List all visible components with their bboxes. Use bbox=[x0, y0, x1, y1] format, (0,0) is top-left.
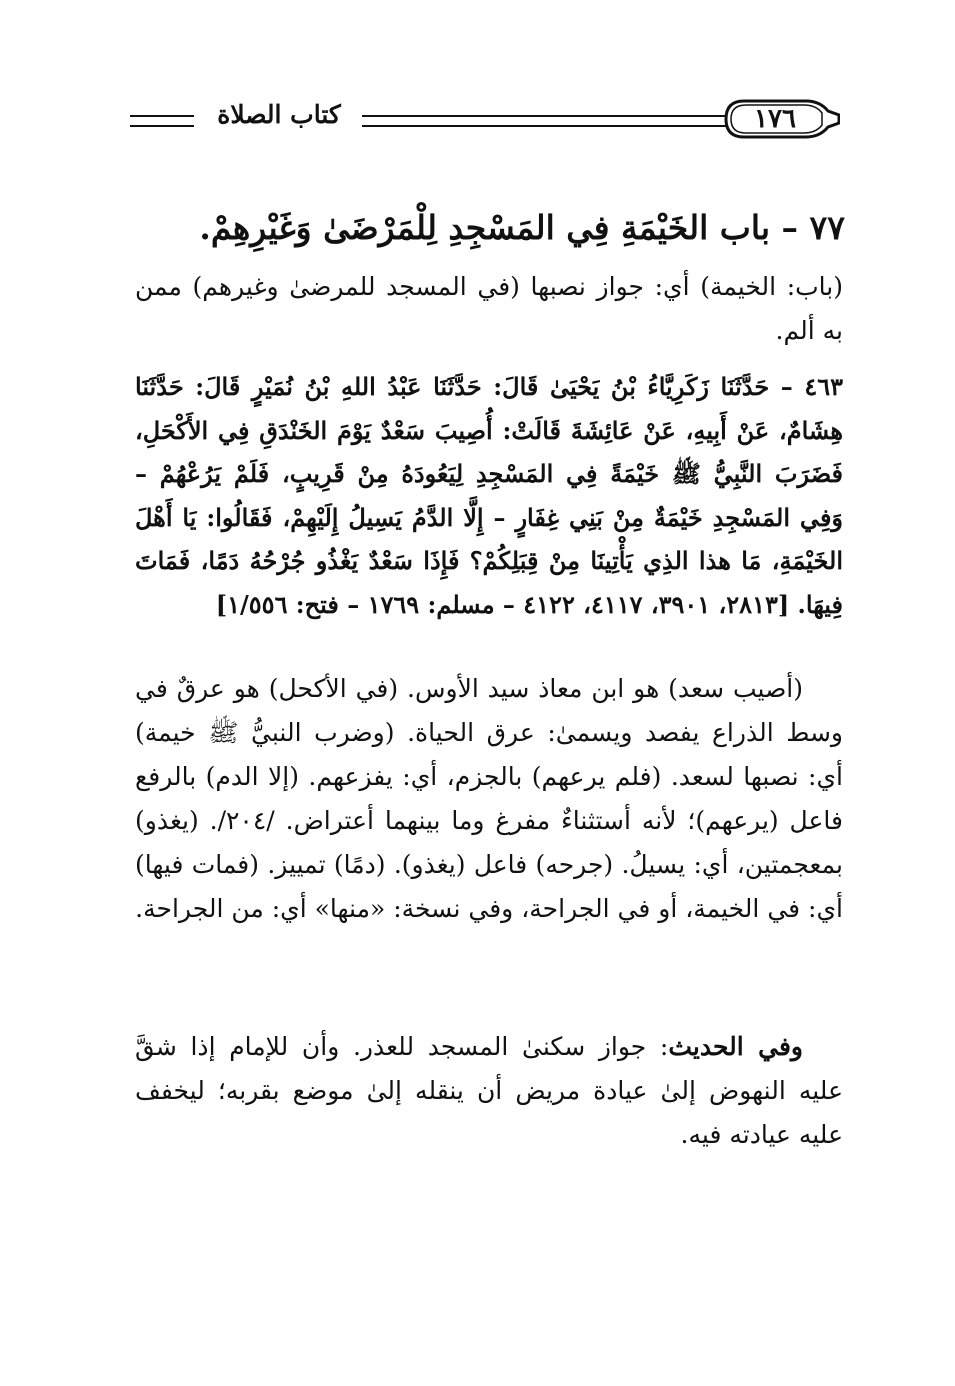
benefit-text: : جواز سكنىٰ المسجد للعذر. وأن للإمام إذا شقَّ عليه النهوض إلىٰ عيادة مريض أن ينقله إلىٰ موضع بقربه؛ ليخفف عليه عيادته فيه. bbox=[135, 1032, 843, 1149]
running-title: كتاب الصلاة bbox=[217, 100, 341, 129]
page-number-frame bbox=[722, 98, 840, 140]
header-rule-left bbox=[130, 115, 194, 127]
benefit-paragraph bbox=[135, 1025, 843, 1157]
benefit-label: وفي الحديث bbox=[668, 1032, 803, 1061]
explanation-paragraph bbox=[135, 667, 843, 931]
hadith-paragraph: ٤٦٣ – حَدَّثَنَا زَكَرِيَّاءُ بْنُ يَحْيَىٰ قَالَ: حَدَّثَنَا عَبْدُ اللهِ بْنُ نُمَيْرٍ قَالَ: حَدَّثَنَا هِشَامٌ، عَنْ أَبِيهِ، عَنْ عَائِشَةَ قَالَتْ: أُصِيبَ سَعْدٌ يَوْمَ الخَنْدَقِ فِي الأَكْحَلِ، فَضَرَبَ النَّبِيُّ ﷺ خَيْمَةً فِي المَسْجِدِ لِيَعُودَهُ مِنْ قَرِيبٍ، فَلَمْ يَرُعْهُمْ – وَفِي المَسْجِدِ خَيْمَةٌ مِنْ بَنِي غِفَارٍ – إِلَّا الدَّمُ يَسِيلُ إِلَيْهِمْ، فَقَالُوا: يَا أَهْلَ الخَيْمَةِ، مَا هذا الذِي يَأْتِينَا مِنْ قِبَلِكُمْ؟ فَإِذَا سَعْدٌ يَغْذُو جُرْحُهُ دَمًا، فَمَاتَ فِيهَا. [٢٨١٣، ٣٩٠١، ٤١١٧، ٤١٢٢ – مسلم: ١٧٦٩ – فتح: ١/٥٥٦] bbox=[135, 372, 844, 619]
chapter-heading: ٧٧ – باب الخَيْمَةِ فِي المَسْجِدِ لِلْمَرْضَىٰ وَغَيْرِهِمْ. bbox=[199, 208, 845, 247]
header-rule-middle bbox=[362, 115, 737, 127]
page-number: ١٧٦ bbox=[754, 104, 796, 134]
page-header bbox=[130, 96, 842, 146]
explanation-text: (أصيب سعد) هو ابن معاذ سيد الأوس. (في الأكحل) هو عرقٌ في وسط الذراع يفصد ويسمىٰ: عرق الحياة. (وضرب النبيُّ ﷺ خيمة) أي: نصبها لسعد. (فلم يرعهم) بالجزم، أي: يفزعهم. (إلا الدم) بالرفع فاعل (يرعهم)؛ لأنه أستثناءٌ مفرغ وما بينهما أعتراض. /٢٠٤/. (يغذو) بمعجمتين، أي: يسيلُ. (جرحه) فاعل (يغذو). (دمًا) تمييز. (فمات فيها) أي: في الخيمة، أو في الجراحة، وفي نسخة: «منها» أي: من الجراحة. bbox=[135, 674, 843, 923]
intro-paragraph: (باب: الخيمة) أي: جواز نصبها (في المسجد للمرضىٰ وغيرهم) ممن به ألم. bbox=[135, 272, 843, 345]
